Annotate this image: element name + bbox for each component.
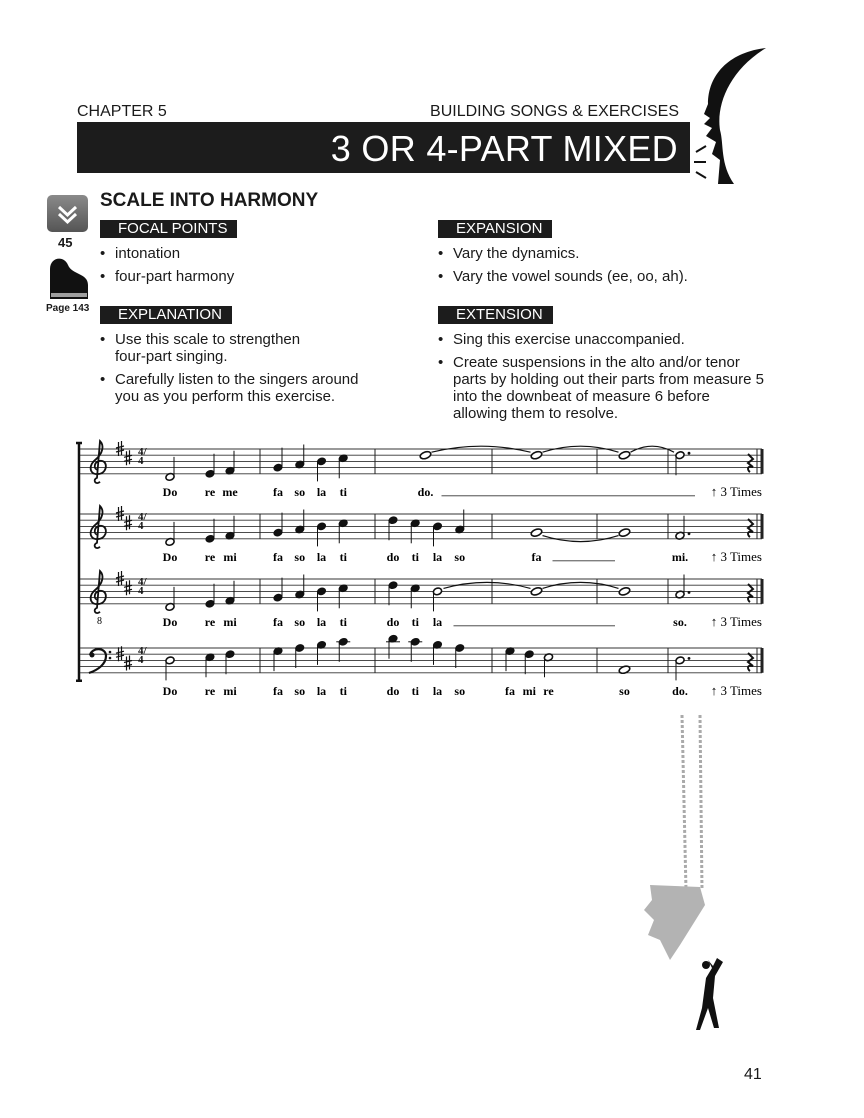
lyric-syllable: so xyxy=(294,683,306,698)
lyric-syllable: mi xyxy=(223,614,237,629)
lyric-syllable: so xyxy=(294,484,306,499)
singing-face-silhouette-icon xyxy=(690,44,770,189)
lyric-syllable: so. xyxy=(673,614,687,629)
lyric-syllable: mi xyxy=(522,683,536,698)
lyric-syllable: do. xyxy=(417,484,434,499)
augmentation-dot xyxy=(688,532,691,535)
explanation-list xyxy=(100,331,359,411)
lyric-syllable: re xyxy=(204,484,216,499)
lyric-syllable: fa xyxy=(273,683,283,698)
note-head xyxy=(618,450,631,460)
lyric-syllable: la xyxy=(432,549,443,564)
augmentation-dot xyxy=(688,452,691,455)
bass-clef-dot xyxy=(109,657,112,660)
chapter-label: CHAPTER 5 xyxy=(77,103,167,120)
sharp-icon xyxy=(124,515,132,530)
lyric-syllable: so xyxy=(294,614,306,629)
quarter-rest-icon xyxy=(748,454,753,472)
time-signature: 4/4 xyxy=(138,446,147,467)
lyric-syllable: fa xyxy=(273,614,283,629)
track-number: 45 xyxy=(58,235,73,250)
lyric-syllable: re xyxy=(204,683,216,698)
focal-points-label: FOCAL POINTS xyxy=(100,220,237,238)
sharp-icon xyxy=(116,506,124,521)
list-item: • Carefully listen to the singers around you as you perform this exercise. xyxy=(100,371,380,405)
expansion-list xyxy=(438,245,768,291)
track-download-icon[interactable] xyxy=(47,195,88,232)
music-score xyxy=(0,430,864,710)
octave-8-marking: 8 xyxy=(97,615,102,627)
lyric-syllable: fa xyxy=(531,549,542,564)
list-item: • Sing this exercise unaccompanied. xyxy=(438,331,768,348)
repeat-instruction: ↑ 3 Times xyxy=(710,548,762,564)
lyric-syllable: Do xyxy=(162,549,178,564)
extension-list xyxy=(438,331,768,428)
lyric-syllable: so xyxy=(454,549,466,564)
lyric-syllable: re xyxy=(204,614,216,629)
note-head xyxy=(419,450,432,460)
section-label: BUILDING SONGS & EXERCISES xyxy=(430,103,679,120)
lyric-syllable: re xyxy=(204,549,216,564)
note-head xyxy=(530,528,543,538)
lyric-syllable: la xyxy=(432,683,443,698)
lyric-syllable: do. xyxy=(672,683,688,698)
lyric-syllable: do xyxy=(386,683,400,698)
piano-page-reference[interactable]: Page 143 xyxy=(46,303,90,314)
repeat-instruction: ↑ 3 Times xyxy=(710,682,762,698)
sharp-icon xyxy=(116,646,124,661)
piano-icon xyxy=(48,255,89,300)
treble-clef-icon xyxy=(91,441,106,483)
lyric-syllable: re xyxy=(543,683,554,698)
note-head xyxy=(530,587,543,597)
lyric-syllable: ti xyxy=(339,614,347,629)
sharp-icon xyxy=(124,450,132,465)
sharp-icon xyxy=(124,580,132,595)
extension-label: EXTENSION xyxy=(438,306,553,324)
system-bracket xyxy=(76,443,82,681)
sharp-icon xyxy=(116,571,124,586)
sharp-icon xyxy=(116,441,124,456)
list-item: • Create suspensions in the alto and/or tenor parts by holding out their parts from measure 5 into the downbeat of measure 6 before allowing them to resolve. xyxy=(438,354,768,422)
list-item: • Use this scale to strengthen four-part singing. xyxy=(100,331,325,365)
bass-clef-dot xyxy=(90,653,95,658)
page-title: 3 OR 4-PART MIXED xyxy=(330,128,678,169)
lyric-syllable: la xyxy=(432,614,443,629)
repeat-instruction: ↑ 3 Times xyxy=(710,613,762,629)
lyric-syllable: Do xyxy=(162,484,178,499)
page-number: 41 xyxy=(744,1066,762,1083)
lyric-syllable: la xyxy=(316,614,327,629)
list-item: • Vary the vowel sounds (ee, oo, ah). xyxy=(438,268,768,285)
time-signature: 4/4 xyxy=(138,576,147,597)
augmentation-dot xyxy=(688,657,691,660)
title-bar xyxy=(77,122,690,173)
list-item: • Vary the dynamics. xyxy=(438,245,768,262)
note-head xyxy=(530,450,543,460)
repeat-instruction: ↑ 3 Times xyxy=(710,483,762,499)
lyric-syllable: me xyxy=(222,484,238,499)
expansion-label: EXPANSION xyxy=(438,220,552,238)
lyric-syllable: so xyxy=(619,683,630,698)
quarter-rest-icon xyxy=(748,519,753,537)
treble-clef-icon xyxy=(91,571,106,613)
note-head xyxy=(618,528,631,538)
lyric-syllable: fa xyxy=(505,683,515,698)
lyric-syllable: ti xyxy=(339,683,347,698)
time-signature: 4/4 xyxy=(138,645,147,666)
lyric-syllable: ti xyxy=(339,549,347,564)
lyric-syllable: mi xyxy=(223,549,237,564)
lyric-syllable: fa xyxy=(273,484,283,499)
explanation-label: EXPLANATION xyxy=(100,306,232,324)
lyric-syllable: la xyxy=(316,484,327,499)
focal-points-list xyxy=(100,245,420,291)
lyric-syllable: ti xyxy=(339,484,347,499)
quarter-rest-icon xyxy=(748,584,753,602)
lyric-syllable: Do xyxy=(162,614,178,629)
lyric-syllable: do xyxy=(386,549,400,564)
note-head xyxy=(618,587,631,597)
lyric-syllable: la xyxy=(316,683,327,698)
lyric-syllable: mi xyxy=(223,683,237,698)
lyric-syllable: so xyxy=(454,683,466,698)
list-item: • intonation xyxy=(100,245,420,262)
lyric-syllable: ti xyxy=(411,614,419,629)
quarter-rest-icon xyxy=(748,653,753,671)
hanging-figure-illustration xyxy=(630,715,750,1045)
lyric-syllable: do xyxy=(386,614,400,629)
lyric-syllable: mi. xyxy=(671,549,689,564)
sharp-icon xyxy=(124,656,132,671)
lyric-syllable: fa xyxy=(273,549,283,564)
time-signature: 4/4 xyxy=(138,511,147,532)
lyric-syllable: Do xyxy=(162,683,178,698)
exercise-title: SCALE INTO HARMONY xyxy=(100,190,319,211)
list-item: • four-part harmony xyxy=(100,268,420,285)
lyric-syllable: ti xyxy=(411,549,419,564)
bass-clef-dot xyxy=(109,651,112,654)
lyric-syllable: ti xyxy=(411,683,419,698)
treble-clef-icon xyxy=(91,506,106,548)
lyric-syllable: la xyxy=(316,549,327,564)
lyric-syllable: so xyxy=(294,549,306,564)
augmentation-dot xyxy=(688,591,691,594)
